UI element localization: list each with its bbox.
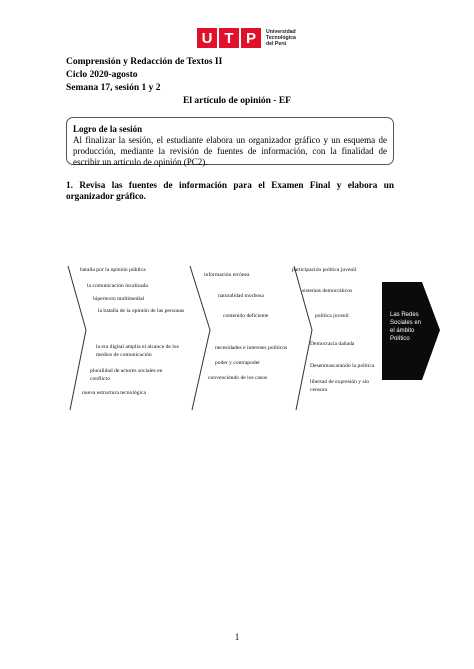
- diagram-label: libertad de expresión y sin: [310, 379, 370, 385]
- document-title: El artículo de opinión - EF: [183, 96, 291, 106]
- fish-head-line: Las Redes: [390, 312, 419, 318]
- course-week: Semana 17, sesión 1 y 2: [66, 83, 161, 93]
- diagram-label: medios de comunicación: [96, 352, 152, 358]
- fish-head-line: Sociales en: [390, 320, 422, 326]
- fish-head-label: [390, 311, 421, 343]
- fish-head-line: Político: [390, 336, 410, 342]
- fish-head-line: el ámbito: [390, 328, 415, 334]
- diagram-label: Desenmascarando la política: [310, 363, 375, 369]
- logo-brand-line: Tecnológica: [266, 35, 296, 41]
- logo-letter-t: T: [219, 28, 239, 48]
- diagram-label: información errónea: [204, 272, 250, 278]
- chevron-2: [190, 266, 210, 410]
- course-cycle: Ciclo 2020-agosto: [66, 70, 138, 80]
- diagram-label: censura: [310, 387, 328, 393]
- logo-brand-line: Universidad: [266, 29, 296, 35]
- logo-brand-line: del Perú: [266, 41, 287, 47]
- diagram-label: sistemas democráticos: [302, 288, 353, 294]
- diagram-label: la comunicación localizada: [87, 283, 148, 289]
- diagram-label: naturalidad morbosa: [218, 293, 264, 299]
- page-number: 1: [234, 632, 240, 642]
- diagram-label: la batalla de la opinión de las personas: [98, 308, 185, 314]
- diagram-label: poder y contrapoder: [215, 360, 261, 366]
- logo-letters: [197, 28, 261, 48]
- logro-body: Al finalizar la sesión, el estudiante elabora un organizador gráfico y un esquema de producción, mediante la revisión de fuentes de información, con la finalidad de escribir un artículo de opinión (PC2).: [73, 135, 387, 167]
- diagram-label: la era digital amplía el alcance de los: [96, 344, 179, 350]
- diagram-label: nueva estructura tecnológica: [82, 390, 146, 396]
- document-header: [66, 56, 222, 95]
- diagram-label: convenciendo de los casos: [208, 375, 268, 381]
- logo-letter-u: U: [197, 28, 217, 48]
- diagram-label: participación política juvenil: [292, 267, 357, 273]
- logro-title: Logro de la sesión: [73, 124, 143, 134]
- logo-brand-text: [266, 29, 296, 47]
- diagram-label: hipertexto multimedial: [93, 296, 145, 302]
- diagram-label: necesidades e intereses políticos: [215, 345, 288, 351]
- course-name: Comprensión y Redacción de Textos II: [66, 57, 223, 67]
- logro-box: [66, 117, 394, 165]
- diagram-label: batalla por la opinión pública: [80, 267, 146, 273]
- logo-letter-p: P: [241, 28, 261, 48]
- diagram-label: política juvenil: [315, 313, 349, 319]
- diagram-label: pluralidad de actores sociales en: [90, 368, 163, 374]
- diagram-label: contenido deficiente: [223, 313, 269, 319]
- diagram-label: conflicto: [90, 376, 110, 382]
- diagram-label: Democracia dañada: [310, 341, 355, 347]
- utp-logo: [197, 28, 296, 48]
- chevron-1: [68, 266, 86, 410]
- fishbone-diagram: [60, 258, 440, 418]
- question-1: 1. Revisa las fuentes de información para el Examen Final y elabora un organizador gráfico.: [66, 180, 394, 201]
